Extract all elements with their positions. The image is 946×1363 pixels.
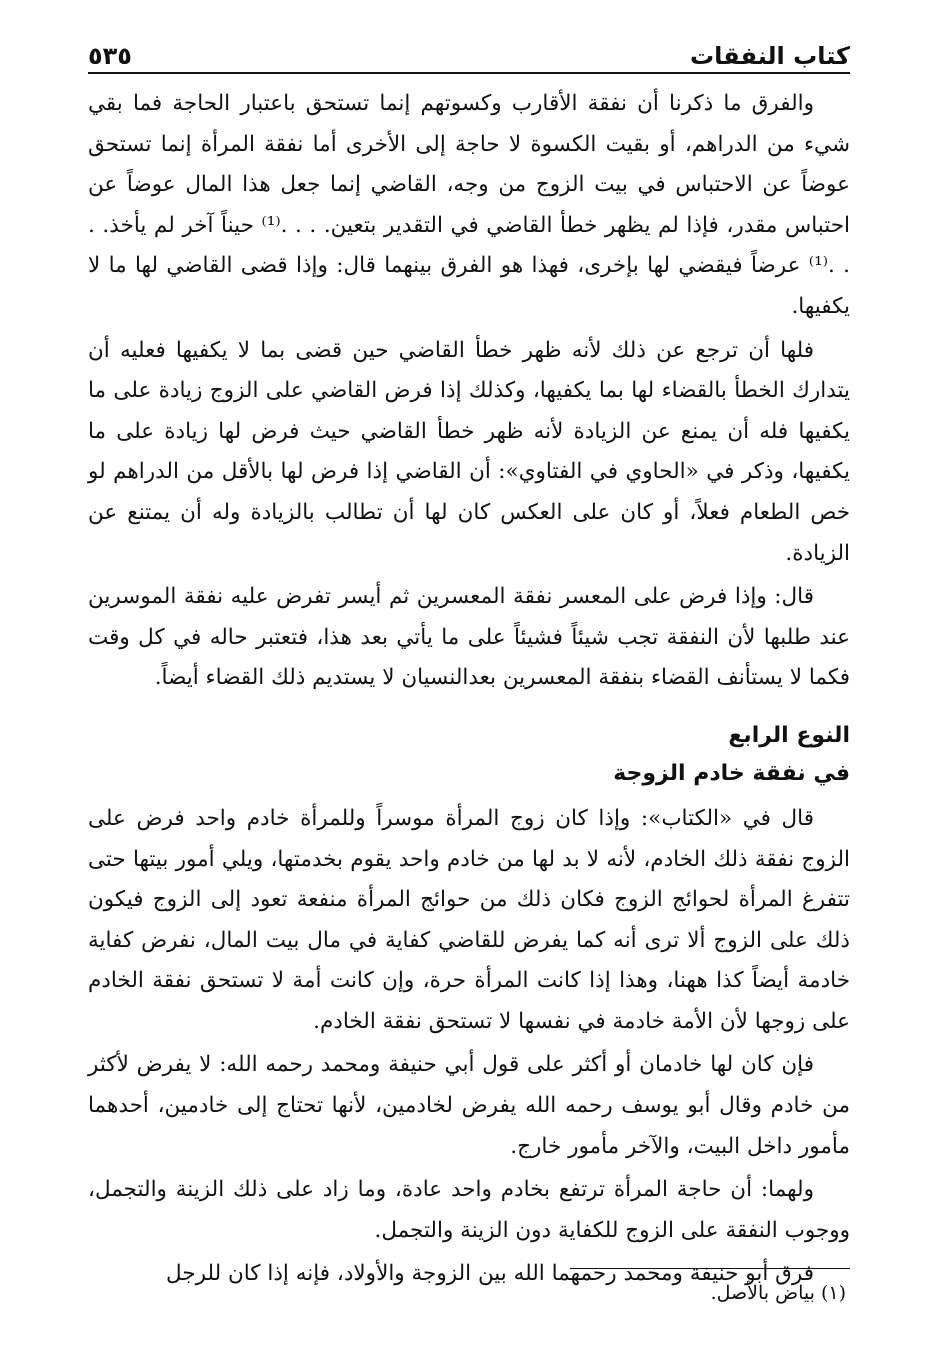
page-number: ٥٣٥: [88, 42, 132, 70]
paragraph: فلها أن ترجع عن ذلك لأنه ظهر خطأ القاضي حين قضى بما لا يكفيها فعليه أن يتدارك الخطأ بالقضاء لها بما يكفيها، وكذلك إذا فرض القاضي على الزوج زيادة على ما يكفيها فله أن يمنع عن الزيادة لأنه ظهر خطأ القاضي حيث فرض لها زيادة على ما يكفيها، وذكر في «الحاوي في الفتاوي»: أن القاضي إذا فرض لها بالأقل من الدراهم لو خص الطعام فعلاً، أو كان على العكس كان لها أن تطالب بالزيادة وله أن يمتنع عن الزيادة.: [88, 337, 850, 566]
section-headings: [88, 717, 850, 793]
footnote: (١) بياض بالأصل.: [710, 1282, 846, 1304]
running-header: [88, 30, 850, 70]
paragraph: قال في «الكتاب»: وإذا كان زوج المرأة موسراً وللمرأة خادم واحد فرض على الزوج نفقة ذلك الخادم، لأنه لا بد لها من خادم واحد يقوم بخدمتها، ويلي أمور بيتها حتى تتفرغ المرأة لحوائج الزوج فكان ذلك من حوائج المرأة منفعة تعود إلى الزوج فيكون ذلك على الزوج ألا ترى أنه كما يفرض للقاضي كفاية في مال بيت المال، نفرض كفاية خادمة أيضاً كذا ههنا، وهذا إذا كانت المرأة حرة، وإن كانت أمة لا تستحق نفقة الخادم على زوجها لأن الأمة خادمة في نفسها لا تستحق نفقة الخادم.: [88, 805, 850, 1034]
paragraph: فرق أبو حنيفة ومحمد رحمهما الله بين الزوجة والأولاد، فإنه إذا كان للرجل: [166, 1261, 814, 1287]
header-rule: [88, 72, 850, 74]
chapter-title: كتاب النفقات: [690, 42, 850, 70]
paragraph: فإن كان لها خادمان أو أكثر على قول أبي حنيفة ومحمد رحمه الله: لا يفرض لأكثر من خادم وقال أبو يوسف رحمه الله يفرض لخادمين، لأنها تحتاج إلى خادمين، أحدهما مأمور داخل البيت، والآخر مأمور خارج.: [88, 1052, 850, 1159]
paragraph: والفرق ما ذكرنا أن نفقة الأقارب وكسوتهم إنما تستحق باعتبار الحاجة فما بقي شيء من الدراهم، أو بقيت الكسوة لا حاجة إلى الأخرى أما نفقة المرأة إنما تستحق عوضاً عن الاحتباس في بيت الزوج من وجه، القاضي إنما جعل هذا المال عوضاً عن احتباس مقدر، فإذا لم يظهر خطأ القاضي في التقدير بتعين. . . .⁽¹⁾ حيناً آخر لم يأخذ. . . .⁽¹⁾ عرضاً فيقضي لها بإخرى، فهذا هو الفرق بينهما قال: وإذا قضى القاضي لها ما لا يكفيها.: [88, 91, 850, 319]
section-subheading: في نفقة خادم الزوجة: [613, 760, 850, 786]
paragraph: قال: وإذا فرض على المعسر نفقة المعسرين ثم أيسر تفرض عليه نفقة الموسرين عند طلبها لأن النفقة تجب شيئاً فشيئاً على ما يأتي بعد هذا، فتعتبر حاله في كل وقت فكما لا يستأنف القضاء بنفقة المعسرين بعدالنسيان لا يستديم ذلك القضاء أيضاً.: [88, 584, 850, 691]
footnote-rule: [570, 1268, 850, 1269]
main-text: [88, 84, 850, 1298]
paragraph: ولهما: أن حاجة المرأة ترتفع بخادم واحد عادة، وما زاد على ذلك الزينة والتجمل، ووجوب النفقة على الزوج للكفاية دون الزينة والتجمل.: [88, 1177, 850, 1243]
section-heading: النوع الرابع: [728, 722, 850, 748]
